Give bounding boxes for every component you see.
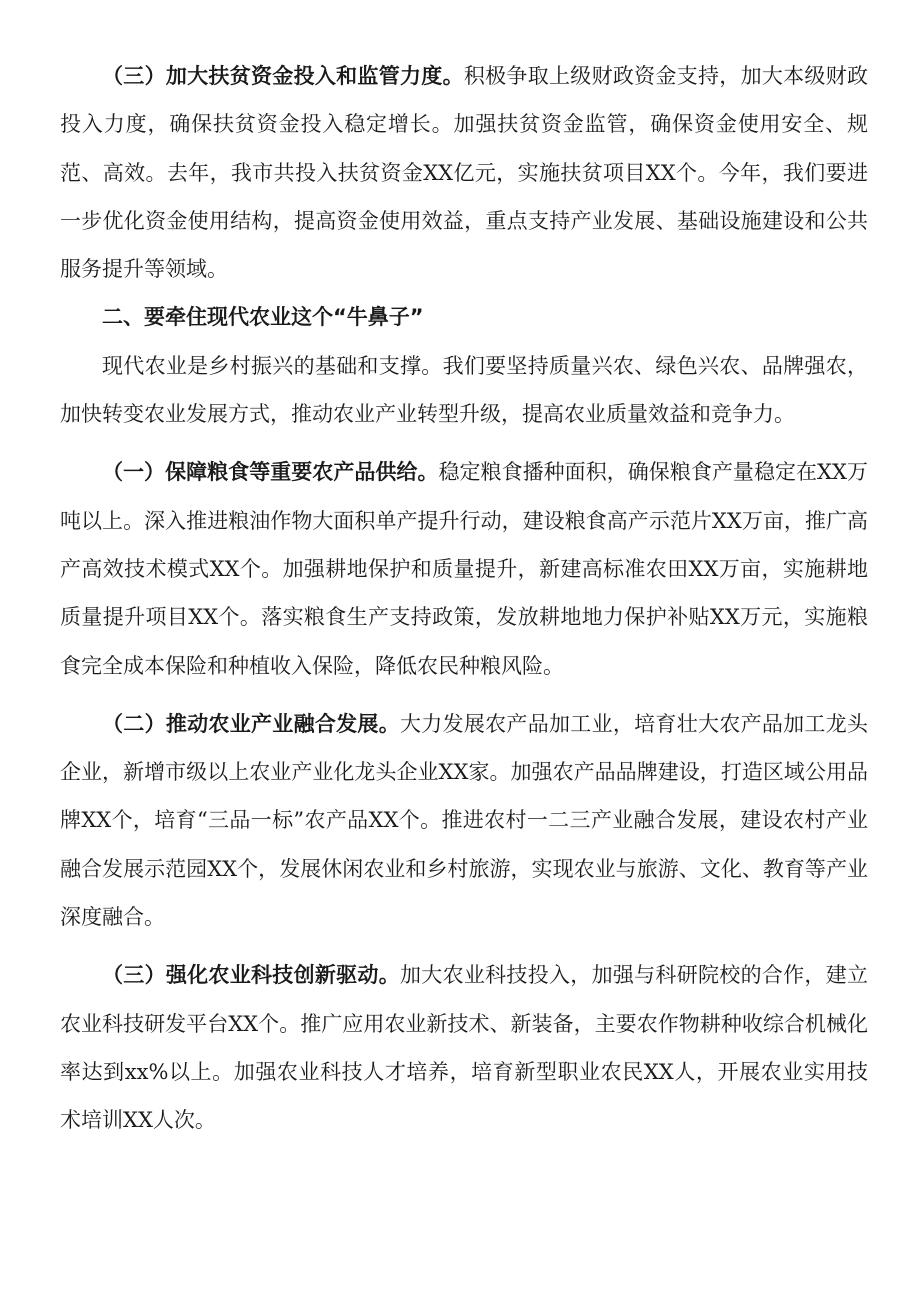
paragraph-body: 稳定粮食播种面积，确保粮食产量稳定在XX万吨以上。深入推进粮油作物大面积单产提升行动，建设粮食高产示范片XX万亩，推广高产高效技术模式XX个。加强耕地保护和质量提升，新建高标准农田XX万亩，实施耕地质量提升项目XX个。落实粮食生产支持政策，发放耕地地力保护补贴XX万元，实施粮食完全成本保险和种植收入保险，降低农民种粮风险。 [60, 460, 868, 678]
paragraph-body: 现代农业是乡村振兴的基础和支撑。我们要坚持质量兴农、绿色兴农、品牌强农，加快转变农业发展方式，推动农业产业转型升级，提高农业质量效益和竞争力。 [60, 353, 868, 427]
paragraph-industry-integration [60, 700, 868, 941]
paragraph-grain-supply [60, 448, 868, 689]
paragraph-lead: （三）强化农业科技创新驱动。 [102, 963, 400, 988]
paragraph-body: 大力发展农产品加工业，培育壮大农产品加工龙头企业，新增市级以上农业产业化龙头企业XX家。加强农产品品牌建设，打造区域公用品牌XX个，培育“三品一标”农产品XX个。推进农村一二三产业融合发展，建设农村产业融合发展示范园XX个，发展休闲农业和乡村旅游，实现农业与旅游、文化、教育等产业深度融合。 [60, 711, 868, 930]
paragraph-lead: （一）保障粮食等重要农产品供给。 [102, 460, 439, 485]
paragraph-modern-agriculture-intro [60, 342, 868, 439]
paragraph-body: 加大农业科技投入，加强与科研院校的合作，建立农业科技研发平台XX个。推广应用农业新技术、新装备，主要农作物耕种收综合机械化率达到xx%以上。加强农业科技人才培养，培育新型职业农民XX人，开展农业实用技术培训XX人次。 [60, 963, 868, 1133]
paragraph-lead: （三）加大扶贫资金投入和监管力度。 [102, 64, 464, 88]
paragraph-body: 积极争取上级财政资金支持，加大本级财政投入力度，确保扶贫资金投入稳定增长。加强扶贫资金监管，确保资金使用安全、规范、高效。去年，我市共投入扶贫资金XX亿元，实施扶贫项目XX个。今年，我们要进一步优化资金使用结构，提高资金使用效益，重点支持产业发展、基础设施建设和公共服务提升等领域。 [60, 64, 869, 282]
paragraph-tech-innovation [60, 951, 868, 1144]
paragraph-funding-supervision [60, 52, 868, 293]
document-page [60, 52, 868, 1145]
section-heading-modern-agriculture: 二、要牵住现代农业这个“牛鼻子” [102, 305, 424, 330]
paragraph-lead: （二）推动农业产业融合发展。 [102, 711, 400, 736]
